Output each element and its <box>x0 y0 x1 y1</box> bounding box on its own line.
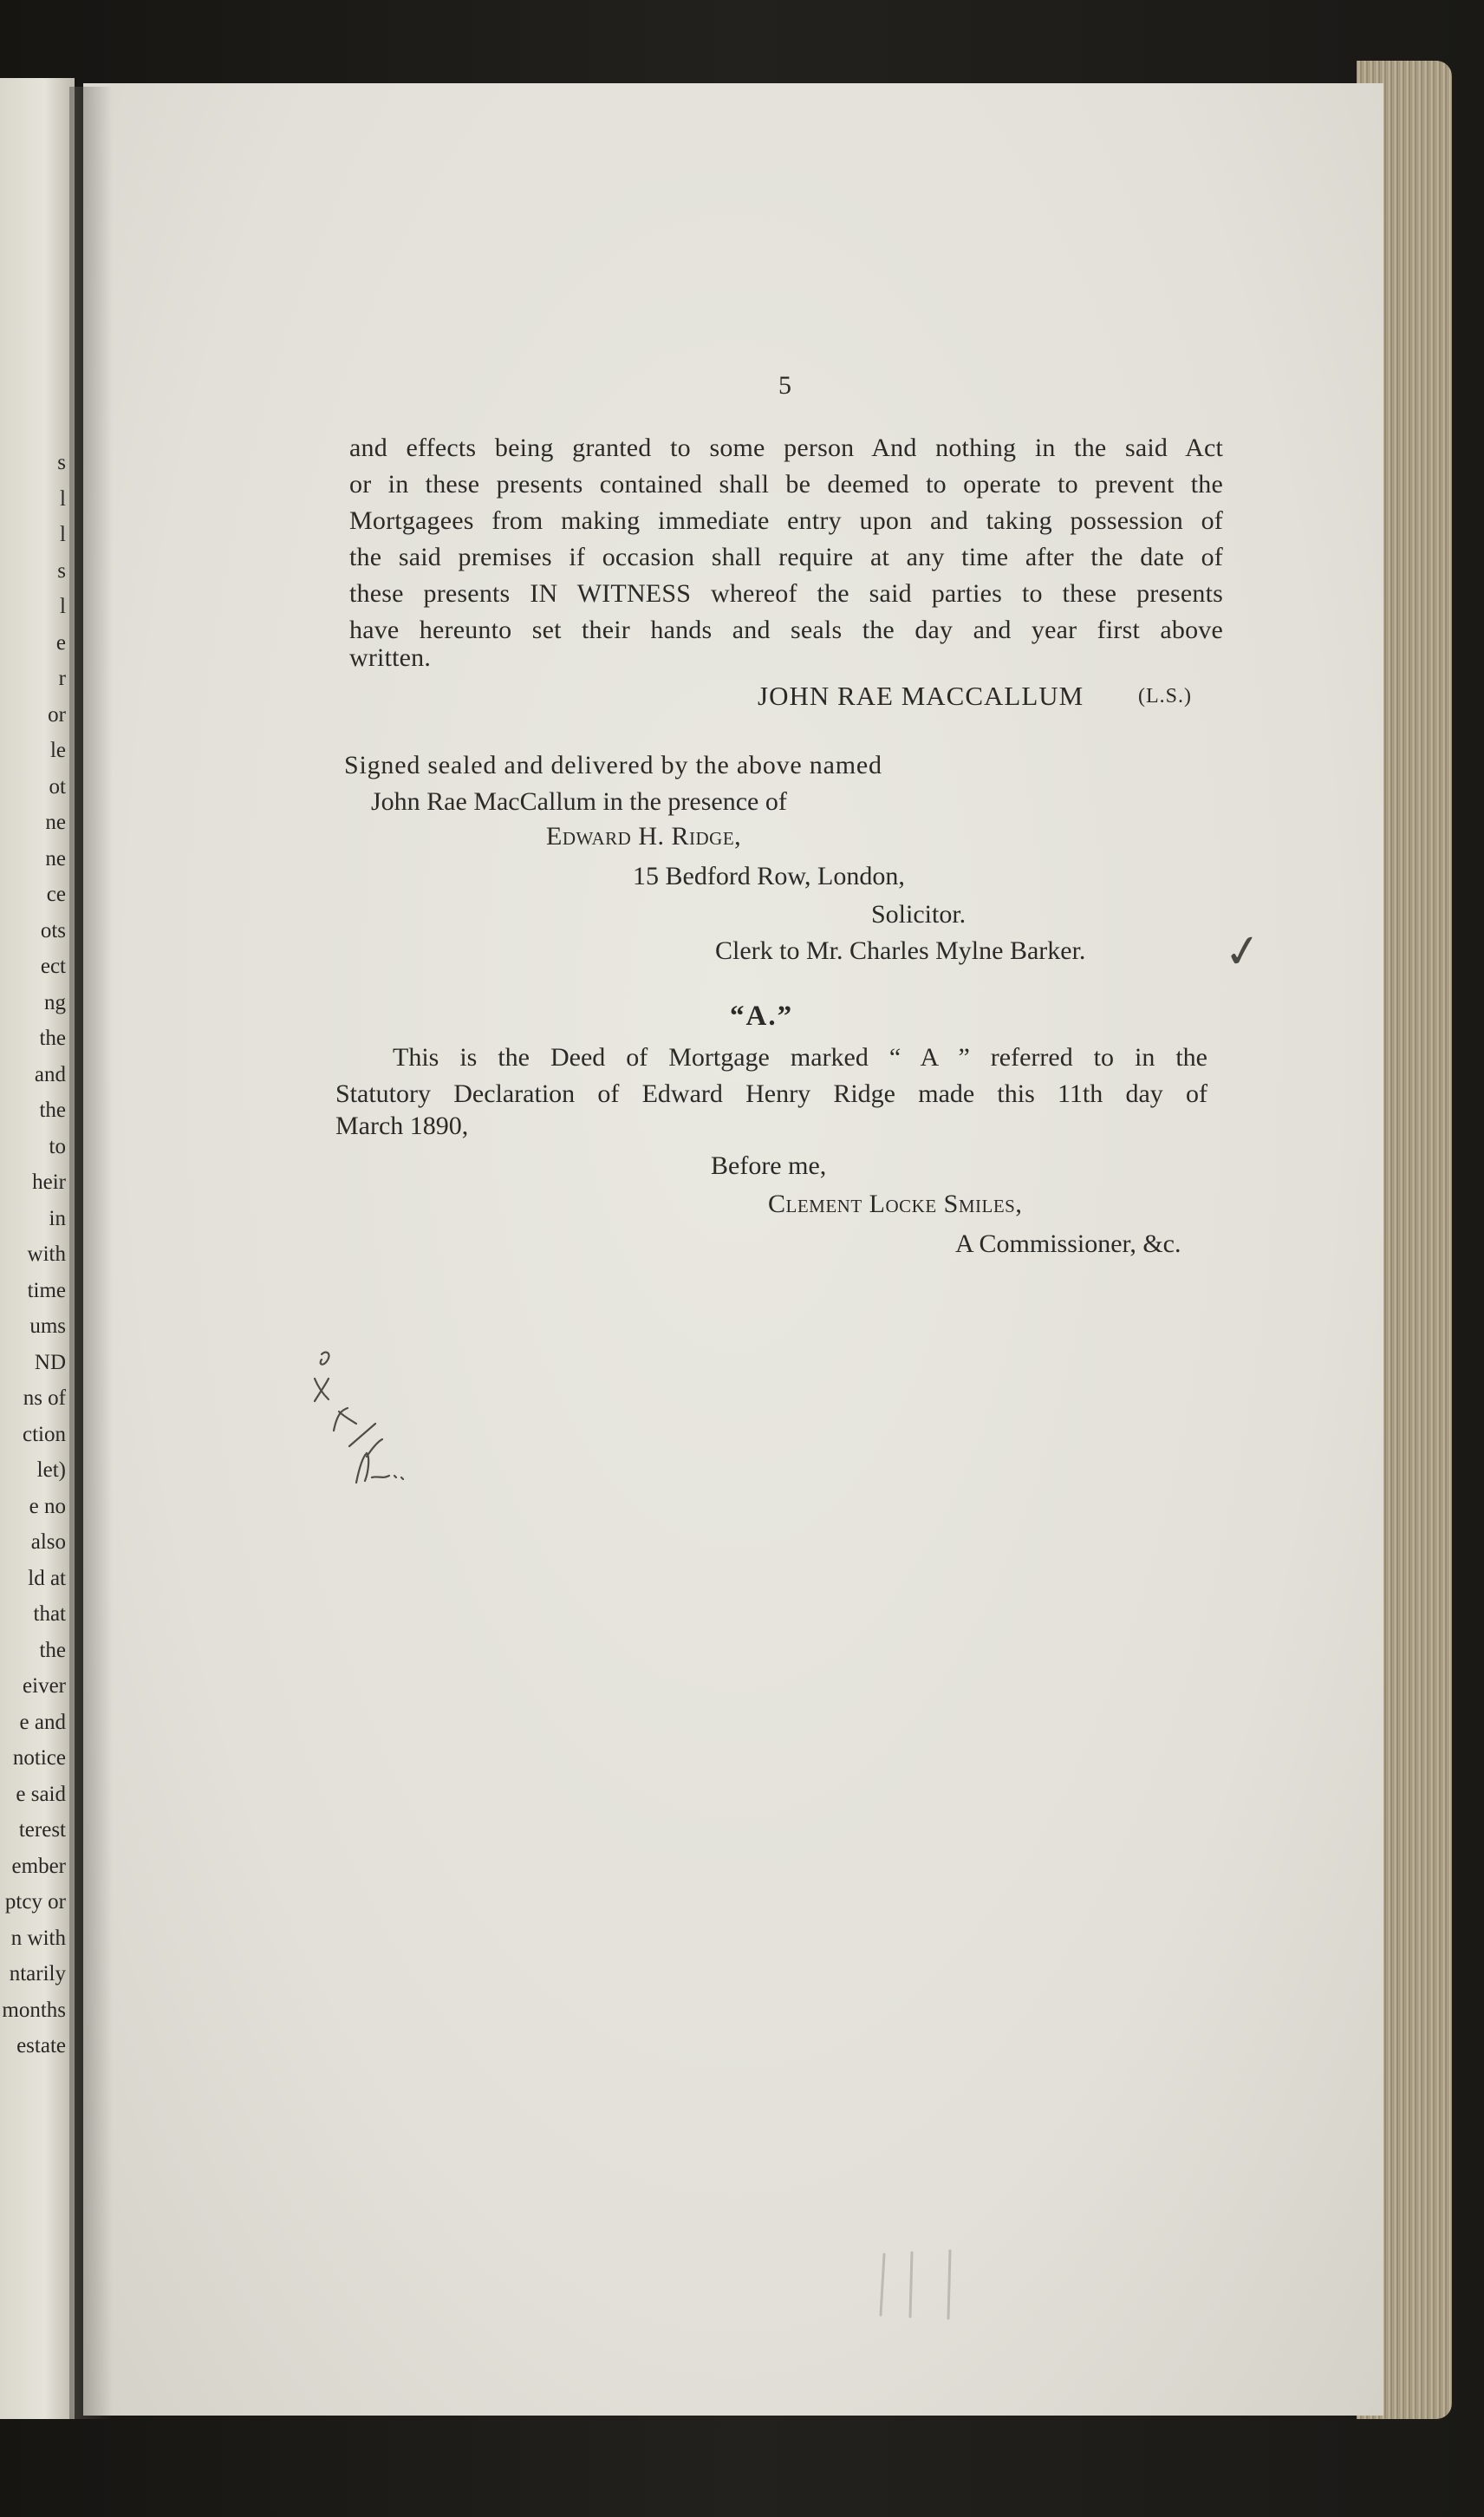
left-page-fragment: ums <box>29 1314 66 1338</box>
pencil-checkmark: ✓ <box>1220 923 1266 981</box>
left-page-fragment: the <box>39 1638 66 1662</box>
left-page-fragment: l <box>60 523 66 546</box>
left-page-fragment: the <box>39 1027 66 1050</box>
left-page-fragment: ne <box>45 811 66 834</box>
left-page-fragment: ne <box>45 846 66 871</box>
attestation-line-1: Signed sealed and delivered by the above named <box>344 751 882 779</box>
left-page-fragment: heir <box>32 1170 66 1194</box>
left-page-fragment: terest <box>18 1818 66 1842</box>
left-page-fragment: e and <box>19 1710 66 1734</box>
left-page-fragment: or <box>48 702 66 727</box>
witness-name: Edward H. Ridge, <box>546 822 742 851</box>
exhibit-line-1: This is the Deed of Mortgage marked “ A ” referred to in the <box>393 1043 1207 1072</box>
left-page-fragment: to <box>49 1134 66 1158</box>
commissioner-name: Clement Locke Smiles, <box>768 1190 1023 1218</box>
left-page-fragment: the <box>39 1099 66 1122</box>
witness-title: Solicitor. <box>871 900 967 929</box>
page-gutter-shadow <box>69 87 113 2419</box>
left-page-fragment: time <box>27 1278 66 1302</box>
signatory-name: JOHN RAE MACCALLUM <box>758 681 1084 711</box>
left-page-fragment: n with <box>10 1926 66 1950</box>
pencil-scribble-icon <box>299 1327 438 1500</box>
left-page-fragment: ns of <box>23 1386 66 1410</box>
attestation-line-2: John Rae MacCallum in the presence of <box>371 787 787 816</box>
page-number: 5 <box>778 371 791 400</box>
left-page-fragment: ptcy or <box>4 1890 66 1914</box>
left-page-fragment: that <box>33 1602 66 1626</box>
exhibit-line-3: March 1890, <box>335 1112 469 1140</box>
left-page-fragment: ND <box>34 1350 66 1374</box>
body-line-6: have hereunto set their hands and seals the day and year first above <box>349 616 1223 644</box>
left-facing-page <box>0 78 75 2419</box>
left-page-fragment: r <box>58 667 66 690</box>
witness-address: 15 Bedford Row, London, <box>633 862 905 890</box>
left-page-fragment: s <box>57 451 66 474</box>
body-line-7: written. <box>349 643 432 672</box>
left-page-fragment: eiver <box>23 1674 66 1698</box>
left-page-fragment: ng <box>44 990 66 1014</box>
left-page-fragment: e said <box>16 1782 66 1806</box>
left-page-fragment: l <box>60 595 66 618</box>
left-page-fragment: with <box>27 1242 66 1266</box>
left-page-fragment: in <box>49 1206 66 1230</box>
faint-pencil-marks-icon <box>867 2246 971 2324</box>
left-page-fragment: ember <box>11 1854 66 1878</box>
left-page-fragment: ld at <box>28 1566 66 1590</box>
left-page-fragment: l <box>60 486 66 511</box>
left-page-fragment: e no <box>29 1494 66 1518</box>
left-page-fragment: s <box>57 558 66 583</box>
body-line-5: these presents IN WITNESS whereof the said parties to these presents <box>349 579 1223 608</box>
left-page-fragment: e <box>55 630 66 655</box>
body-line-1: and effects being granted to some person And nothing in the said Act <box>349 434 1223 462</box>
exhibit-heading: “A.” <box>730 1001 794 1032</box>
left-page-fragment: also <box>30 1530 66 1554</box>
left-page-fragment: ce <box>46 883 66 906</box>
body-line-4: the said premises if occasion shall require at any time after the date of <box>349 543 1223 571</box>
left-page-fragment: ntarily <box>9 1962 66 1986</box>
commissioner-title: A Commissioner, &c. <box>955 1229 1181 1258</box>
left-page-fragment: estate <box>16 2034 66 2057</box>
clerk-line: Clerk to Mr. Charles Mylne Barker. <box>715 936 1086 965</box>
exhibit-line-2: Statutory Declaration of Edward Henry Ridge made this 11th day of <box>335 1079 1207 1108</box>
left-page-fragment: ots <box>40 918 66 942</box>
left-page-fragment: le <box>49 739 66 762</box>
seal-mark: (L.S.) <box>1138 685 1192 707</box>
body-line-2: or in these presents contained shall be deemed to operate to prevent the <box>349 470 1223 499</box>
left-page-fragment: ot <box>49 774 66 799</box>
left-page-fragment: months <box>2 1998 66 2022</box>
left-page-fragment: notice <box>12 1746 66 1770</box>
left-page-fragment: ction <box>23 1422 66 1446</box>
left-page-fragment: ect <box>40 955 66 978</box>
before-me: Before me, <box>711 1151 827 1180</box>
left-page-fragment: and <box>34 1062 66 1086</box>
left-page-fragment: let) <box>36 1458 66 1482</box>
body-line-3: Mortgagees from making immediate entry upon and taking possession of <box>349 506 1223 535</box>
